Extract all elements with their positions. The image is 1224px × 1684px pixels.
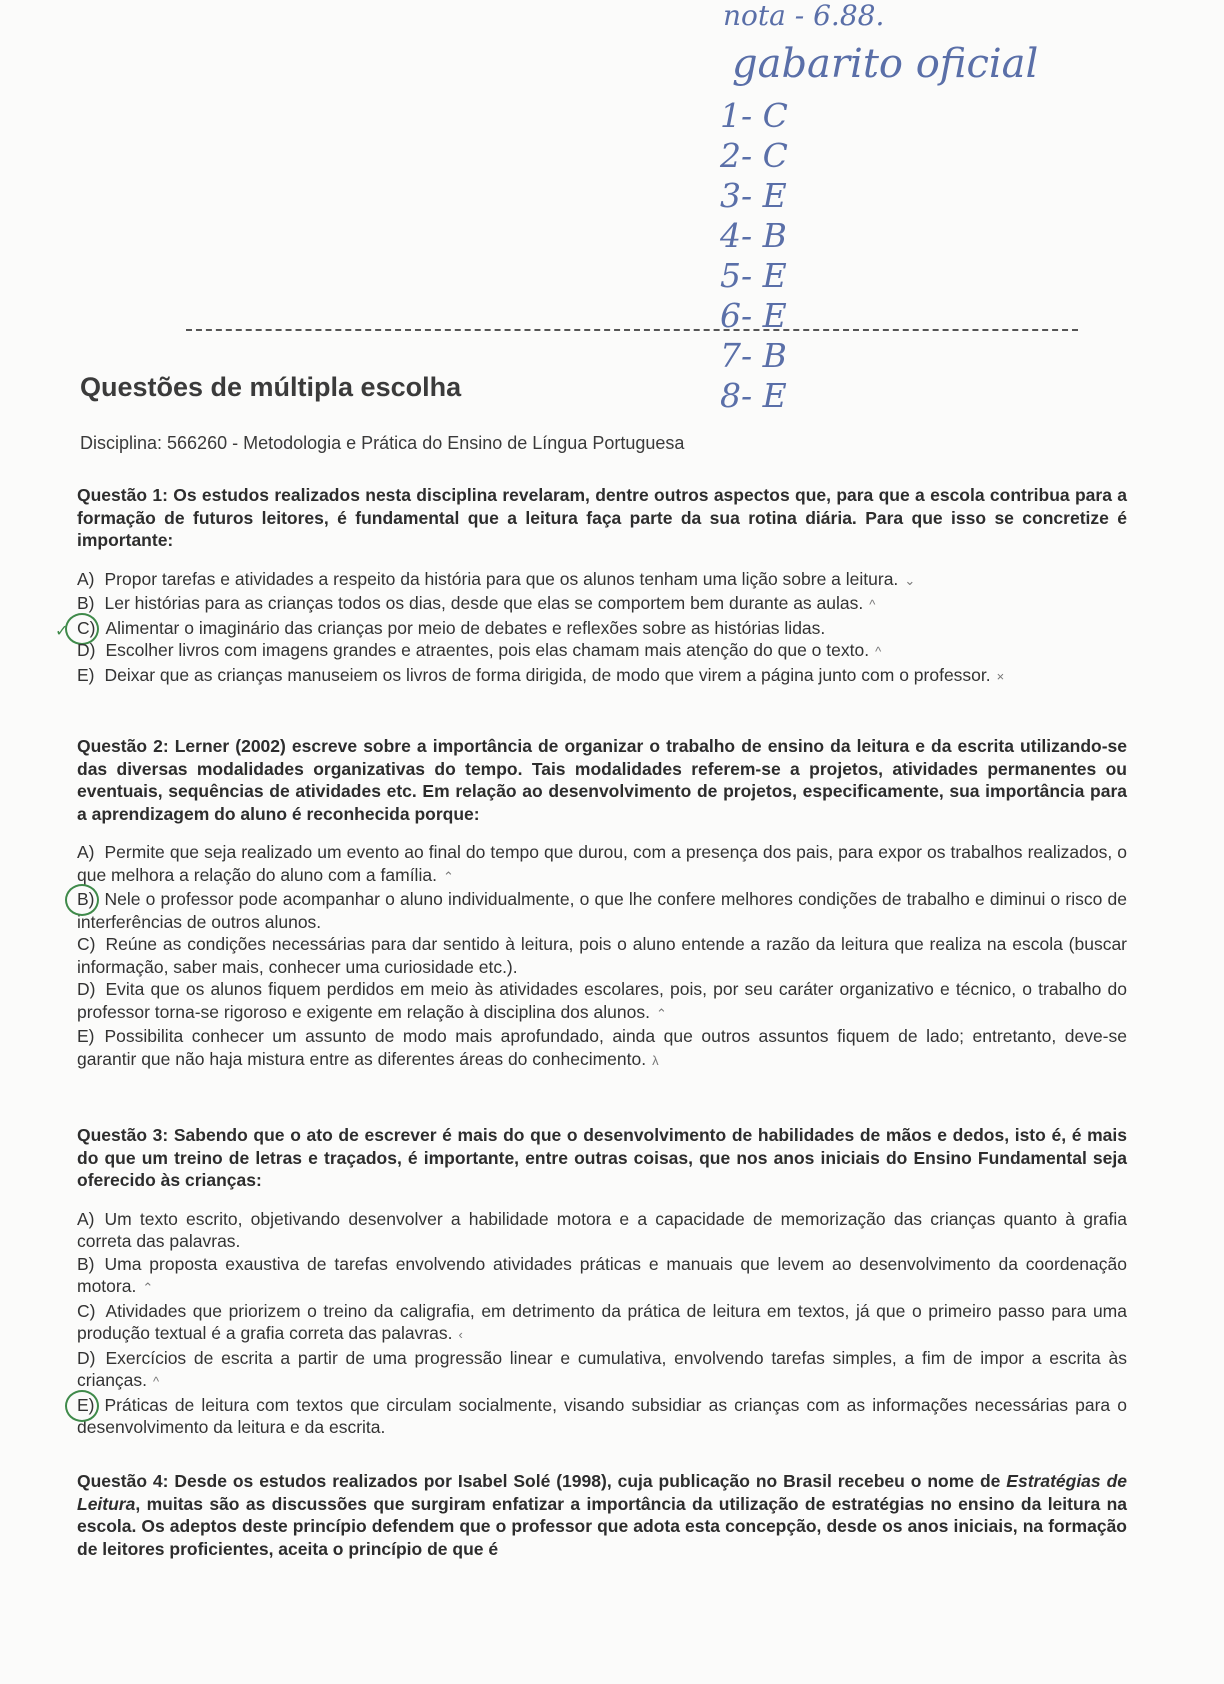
cut-line-divider [186, 329, 1078, 331]
answer-key-item: 7- B [720, 336, 787, 375]
handwritten-answer-key-title: gabarito oficial [732, 41, 1039, 87]
option-letter: C) [77, 934, 96, 954]
pen-mark-icon: ⌃ [442, 868, 454, 884]
question-1 [55, 484, 1127, 688]
pen-mark-icon: ^ [875, 644, 882, 659]
question-title-part: , muitas são as discussões que surgiram enfatizar a importância da utilização de estratégias no ensino da leitura na escola. Os adeptos deste princípio defendem que o professor que adota esta concepção, desde os anos iniciais, na formação de leitores proficientes, aceita o princípio de que é [77, 1493, 1127, 1559]
option-letter: D) [77, 640, 96, 660]
option-b[interactable] [77, 592, 1127, 617]
handwritten-answer-key [720, 96, 788, 416]
option-letter: C) [77, 617, 96, 638]
option-c[interactable] [77, 1300, 1127, 1347]
option-b[interactable] [77, 1253, 1127, 1300]
option-letter: E) [77, 1394, 95, 1415]
pen-mark-icon: × [996, 668, 1005, 684]
question-title: Questão 1: Os estudos realizados nesta disciplina revelaram, dentre outros aspectos que, para que a escola contribua para a formação de futuros leitores, é fundamental que a leitura faça parte da sua rotina diária. Para que isso se concretize é importante: [77, 485, 1127, 550]
option-text: Possibilita conhecer um assunto de modo mais aprofundado, ainda que outros assuntos fiquem de lado; entretanto, deve-se garantir que não haja mistura entre as diferentes áreas do conhecimento. [77, 1026, 1127, 1069]
answer-key-item: 5- E [720, 256, 787, 295]
answer-key-item: 2- C [720, 136, 788, 175]
option-text: Uma proposta exaustiva de tarefas envolvendo atividades práticas e manuais que levem ao desenvolvimento da coordenação motora. [77, 1253, 1127, 1296]
option-b[interactable] [77, 888, 1127, 933]
option-c[interactable] [77, 933, 1127, 978]
option-letter: B) [77, 593, 95, 613]
question-title-part: Questão 4: Desde os estudos realizados por Isabel Solé (1998), cuja publicação no Brasil recebeu o nome de [77, 1471, 1007, 1491]
question-title: Questão 2: Lerner (2002) escreve sobre a importância de organizar o trabalho de ensino da leitura e da escrita utilizando-se das diversas modalidades organizativas do tempo. Tais modalidades referem-se a projetos, atividades permanentes ou eventuais, sequências de atividades etc. Em relação ao desenvolvimento de projetos, especificamente, sua importância para a aprendizagem do aluno é reconhecida porque: [77, 736, 1127, 824]
pen-mark-icon: ^ [153, 1374, 160, 1389]
discipline-line: Disciplina: 566260 - Metodologia e Prática do Ensino de Língua Portuguesa [80, 433, 685, 453]
option-text: Nele o professor pode acompanhar o aluno individualmente, o que lhe confere melhores condições de trabalho e diminui o risco de interferências de outros alunos. [77, 889, 1127, 932]
pen-mark-icon: ⌃ [142, 1280, 154, 1295]
option-text: Propor tarefas e atividades a respeito da história para que os alunos tenham uma lição sobre a leitura. [104, 568, 899, 589]
option-letter: E) [77, 664, 95, 685]
option-letter: A) [77, 1208, 95, 1229]
options-list [77, 841, 1127, 1072]
question-2 [77, 735, 1127, 1072]
page-title: Questões de múltipla escolha [80, 372, 462, 402]
option-a[interactable] [77, 841, 1127, 888]
options-list [77, 1208, 1127, 1439]
option-text: Exercícios de escrita a partir de uma progressão linear e cumulativa, envolvendo tarefas simples, a fim de impor a escrita às crianças. [77, 1347, 1127, 1390]
option-letter: D) [77, 979, 96, 999]
option-text: Atividades que priorizem o treino da caligrafia, em detrimento da prática de leitura em textos, já que o primeiro passo para uma produção textual é a grafia correta das palavras. [77, 1300, 1127, 1343]
option-letter: E) [77, 1026, 95, 1046]
option-text: Reúne as condições necessárias para dar sentido à leitura, pois o aluno entende a razão da leitura que realiza na escola (buscar informação, saber mais, conhecer uma curiosidade etc.). [77, 934, 1127, 977]
option-text: Alimentar o imaginário das crianças por meio de debates e reflexões sobre as histórias lidas. [105, 617, 826, 638]
option-text: Evita que os alunos fiquem perdidos em meio às atividades escolares, pois, por seu caráter organizativo e técnico, o trabalho do professor torna-se rigoroso e exigente em relação à disciplina dos alunos. [77, 979, 1127, 1022]
pen-mark-icon: ‹ [458, 1327, 463, 1342]
answer-key-item: 8- E [720, 376, 787, 415]
answer-key-item: 4- B [720, 216, 787, 255]
option-letter: C) [77, 1300, 96, 1321]
answer-circle-icon [65, 884, 99, 916]
option-letter: D) [77, 1347, 96, 1368]
option-e[interactable] [77, 664, 1127, 689]
pen-mark-icon: ⌄ [904, 572, 916, 588]
option-d[interactable] [77, 978, 1127, 1025]
pen-mark-icon: λ [652, 1052, 659, 1068]
handwritten-grade-note: nota - 6.88. [723, 0, 885, 32]
option-text: Deixar que as crianças manuseiem os livros de forma dirigida, de modo que virem a página junto com o professor. [104, 664, 991, 685]
option-letter: B) [77, 889, 95, 909]
option-a[interactable] [77, 568, 1127, 593]
option-text: Práticas de leitura com textos que circulam socialmente, visando subsidiar as crianças com as informações necessárias para o desenvolvimento da leitura e da escrita. [77, 1394, 1127, 1437]
option-letter: A) [77, 568, 95, 589]
option-letter: A) [77, 842, 95, 862]
option-d[interactable] [77, 639, 1127, 664]
option-text: Permite que seja realizado um evento ao final do tempo que durou, com a presença dos pais, para expor os trabalhos realizados, o que melhora a relação do aluno com a família. [77, 842, 1127, 885]
answer-key-item: 1- C [720, 96, 788, 135]
options-list [55, 568, 1127, 689]
question-title: Questão 3: Sabendo que o ato de escrever é mais do que o desenvolvimento de habilidades de mãos e dedos, isto é, é mais do que um treino de letras e traçados, é importante, entre outras coisas, que nos anos iniciais do Ensino Fundamental seja oferecido às crianças: [77, 1125, 1127, 1190]
option-text: Escolher livros com imagens grandes e atraentes, pois elas chamam mais atenção do que o texto. [105, 640, 870, 660]
option-c[interactable] [55, 617, 1127, 640]
option-text: Um texto escrito, objetivando desenvolver a habilidade motora e a capacidade de memorização das crianças quanto à grafia correta das palavras. [77, 1208, 1127, 1251]
option-d[interactable] [77, 1347, 1127, 1394]
option-text: Ler histórias para as crianças todos os dias, desde que elas se comportem bem durante as aulas. [104, 593, 864, 613]
question-3 [77, 1124, 1127, 1439]
pen-mark-icon: ^ [869, 597, 876, 612]
question-4 [77, 1470, 1127, 1560]
checkmark-icon: ✓ [55, 622, 69, 640]
pen-mark-icon: ⌃ [655, 1005, 667, 1021]
answer-key-item: 3- E [720, 176, 787, 215]
answer-key-item: 6- E [720, 296, 787, 335]
question-title [77, 1470, 1127, 1560]
answer-circle-icon [65, 1390, 99, 1422]
option-e[interactable] [77, 1394, 1127, 1439]
book-title: Estratégias de Leitura [77, 1471, 1127, 1514]
option-e[interactable] [77, 1025, 1127, 1072]
option-letter: B) [77, 1253, 95, 1274]
option-a[interactable] [77, 1208, 1127, 1253]
